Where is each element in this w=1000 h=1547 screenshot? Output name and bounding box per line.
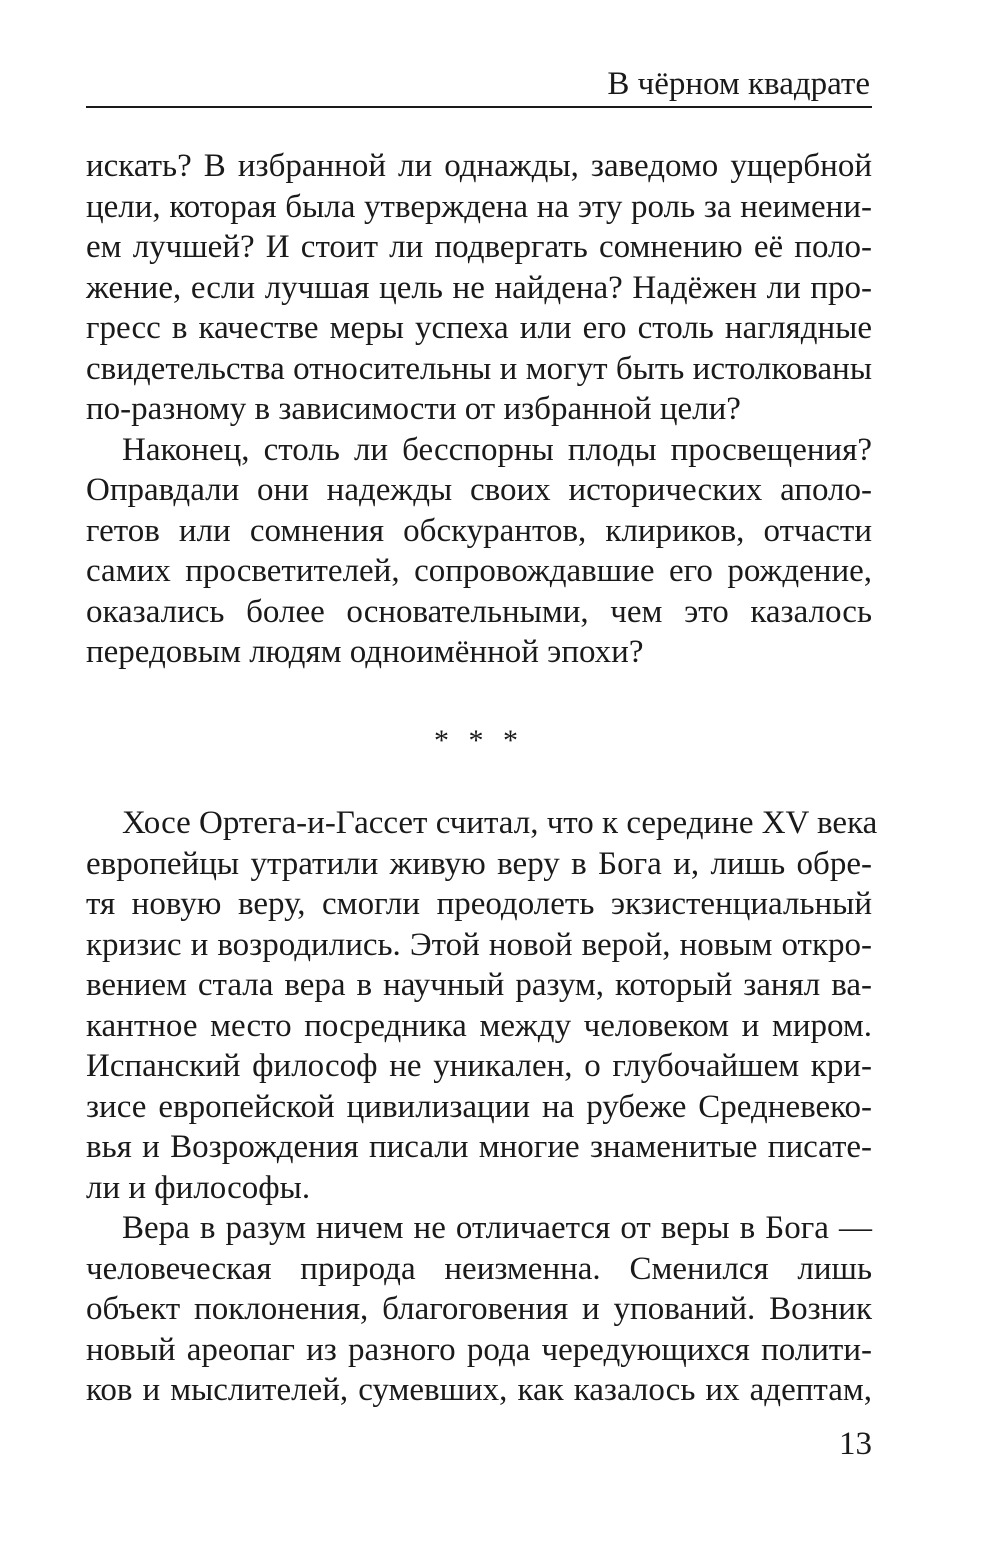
text-line: человеческая природа неизменна. Сменился лишь bbox=[86, 1250, 872, 1287]
text-line: европейцы утратили живую веру в Бога и, лишь обре- bbox=[86, 845, 872, 882]
text-line: вья и Возрождения писали многие знаменитые писате- bbox=[86, 1129, 872, 1165]
text-line: гресс в качестве меры успеха или его столь наглядные bbox=[86, 310, 872, 346]
text-line: Испанский философ не уникален, о глубочайшем кри- bbox=[86, 1048, 872, 1084]
text-line: Вера в разум ничем не отличается от веры в Бога — bbox=[122, 1210, 872, 1246]
text-line: Оправдали они надежды своих исторических аполо- bbox=[86, 472, 872, 508]
text-line: цели, которая была утверждена на эту роль за неимени- bbox=[86, 188, 872, 225]
text-line: ков и мыслителей, сумевших, как казалось их адептам, bbox=[86, 1372, 872, 1408]
page-number: 13 bbox=[839, 1426, 872, 1462]
text-line: самих просветителей, сопровождавшие его рождение, bbox=[86, 553, 872, 589]
text-line: кантное место посредника между человеком и миром. bbox=[86, 1007, 872, 1044]
text-line: оказались более основательными, чем это казалось bbox=[86, 593, 872, 630]
text-line: ем лучшей? И стоит ли подвергать сомнению её поло- bbox=[86, 229, 872, 265]
text-line: вением стала вера в научный разум, который занял ва- bbox=[86, 967, 872, 1003]
text-line: искать? В избранной ли однажды, заведомо ущербной bbox=[86, 148, 872, 184]
text-line: по-разному в зависимости от избранной цели? bbox=[86, 391, 741, 427]
text-line: Хосе Ортега-и-Гассет считал, что к середине XV века bbox=[122, 805, 878, 841]
text-line: гетов или сомнения обскурантов, клириков, отчасти bbox=[86, 512, 872, 549]
text-line: ли и философы. bbox=[86, 1169, 311, 1206]
text-block-1 bbox=[86, 146, 872, 673]
running-head bbox=[86, 64, 872, 108]
text-line: жение, если лучшая цель не найдена? Надёжен ли про- bbox=[86, 269, 872, 306]
text-line: новый ареопаг из разного рода чередующихся полити- bbox=[86, 1331, 872, 1368]
text-line: передовым людям одноимённой эпохи? bbox=[86, 634, 644, 670]
text-line: свидетельства относительны и могут быть истолкованы bbox=[86, 350, 872, 387]
text-line: тя новую веру, смогли преодолеть экзистенциальный bbox=[86, 886, 872, 922]
running-title: В чёрном квадрате bbox=[607, 66, 870, 102]
section-separator: * * * bbox=[434, 724, 524, 757]
text-line: кризис и возродились. Этой новой верой, новым откро- bbox=[86, 926, 872, 963]
text-line: объект поклонения, благоговения и упований. Возник bbox=[86, 1291, 872, 1327]
text-line: Наконец, столь ли бесспорны плоды просвещения? bbox=[122, 431, 872, 468]
text-line: зисе европейской цивилизации на рубеже Средневеко- bbox=[86, 1088, 872, 1125]
text-block-2 bbox=[86, 803, 878, 1411]
